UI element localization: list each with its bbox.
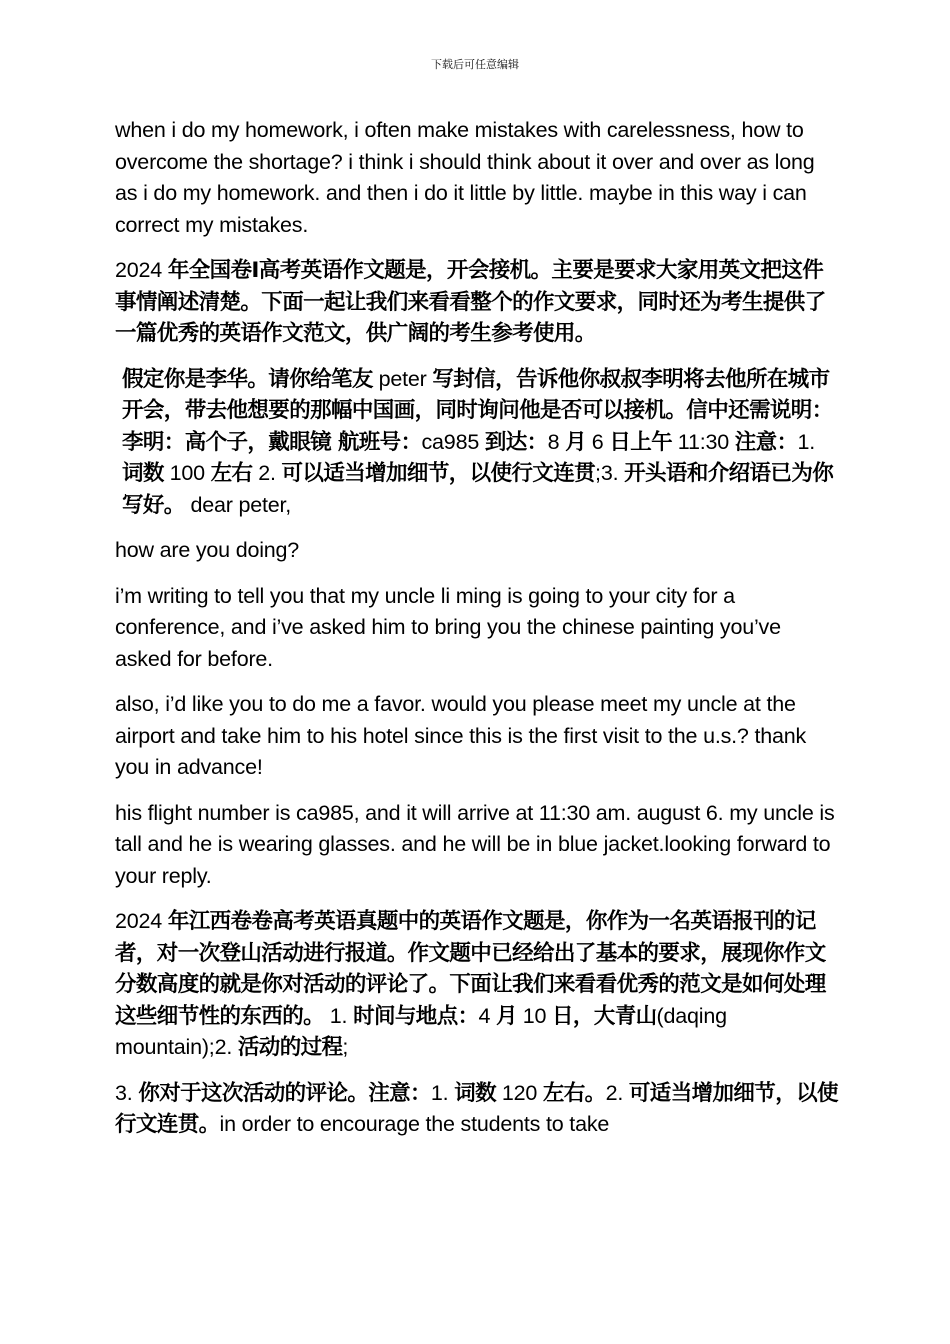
text-run: 1. [324,1003,354,1028]
text-run: ;3. [595,461,625,485]
document-body [115,115,840,1155]
text-run: 写封信，告诉他你叔叔李明将去他所在城市开会，带去他想要的那幅中国画，同时询问他是否可以接机。信中还需说明：李明：高个子，戴眼镜 航班号： [122,366,833,455]
text-run: 8 [547,429,566,454]
text-run: 月 [565,429,586,455]
text-run: 你对于这次活动的评论。注意： [138,1080,431,1106]
text-run: 左右 [210,461,253,486]
text-run: 月 [496,1003,517,1029]
paragraph-letter-body-3: his flight number is ca985, and it will arrive at 11:30 am. august 6. my uncle is tall and he is wearing glasses. and he will be in blue jacket.looking forward to your reply. [115,800,835,888]
text-run: (daqing mountain);2. [115,1003,727,1059]
text-run: peter [372,366,433,391]
text-run: 6 [586,429,610,454]
paragraph-jiangxi-requirements [115,1078,840,1141]
text-run: 年全国卷Ⅰ高考英语作文题是，开会接机。主要是要求大家用英文把这件事情阐述清楚。下面一起让我们来看看整个的作文要求，同时还为考生提供了一篇优秀的英语作文范文，供广阔的考生参考使用。 [115,258,826,346]
paragraph-letter-body-1: i’m writing to tell you that my uncle li ming is going to your city for a conference, and i’ve asked him to bring you the chinese painting you’ve asked for before. [115,583,781,671]
text-run: 时间与地点： [353,1003,479,1029]
text-run: 活动的过程 [237,1035,343,1060]
text-run: 左右。 [542,1080,606,1106]
text-run: 10 [516,1003,552,1028]
text-run: 11:30 [672,429,735,454]
text-run: ca985 [421,429,485,454]
text-run: 日上午 [609,429,673,455]
paragraph-homework: when i do my homework, i often make mistakes with carelessness, how to overcome the shortage? i think i should think about it over and over as long as i do my homework. and then i do it little by little. maybe in this way i can correct my mistakes. [115,118,815,237]
text-run: dear peter, [184,492,292,517]
text-run: 4 [478,1003,497,1028]
paragraph-2024-jiangxi-intro [115,906,840,1064]
text-run: 词数 [454,1080,497,1106]
text-run: 年江西卷卷高考英语真题中的英语作文题是，你作为一名英语报刊的记者，对一次登山活动进行报道。作文题中已经给出了基本的要求，展现你作文分数高度的就是你对活动的评论了。下面让我们来看看优秀的范文是如何处理这些细节性的东西的。 [115,909,826,1029]
text-run: 日，大青山 [552,1003,657,1029]
text-run: 3. [115,1080,139,1105]
page-header: 下载后可任意编辑 [431,58,519,71]
paragraph-greeting: how are you doing? [115,538,300,562]
paragraph-task-requirements [115,364,840,522]
text-run: 2. [605,1080,629,1105]
text-run: in order to encourage the students to take [219,1112,610,1136]
text-run: 100 [163,461,211,485]
text-run: 1. [797,429,816,454]
text-run: 可适当增加细节，以使行文连贯。 [115,1080,838,1137]
text-run: ; [342,1035,349,1059]
text-run: 2024 [115,258,168,282]
text-run: 注意： [734,429,798,455]
text-run: 假定你是李华。请你给笔友 [122,366,373,392]
paragraph-2024-national-intro [115,255,840,350]
text-run: 2. [252,461,282,485]
paragraph-letter-body-2: also, i’d like you to do me a favor. would you please meet my uncle at the airport and take him to his hotel since this is the first visit to the u.s.? thank you in advance! [115,692,807,779]
text-run: 词数 [122,461,164,486]
text-run: 开头语和介绍语已为你写好。 [122,461,834,518]
text-run: 120 [496,1080,543,1105]
text-run: 1. [430,1080,455,1105]
text-run: 到达： [484,429,548,455]
text-run: 2024 [115,909,168,933]
text-run: 可以适当增加细节，以使行文连贯 [281,461,596,486]
